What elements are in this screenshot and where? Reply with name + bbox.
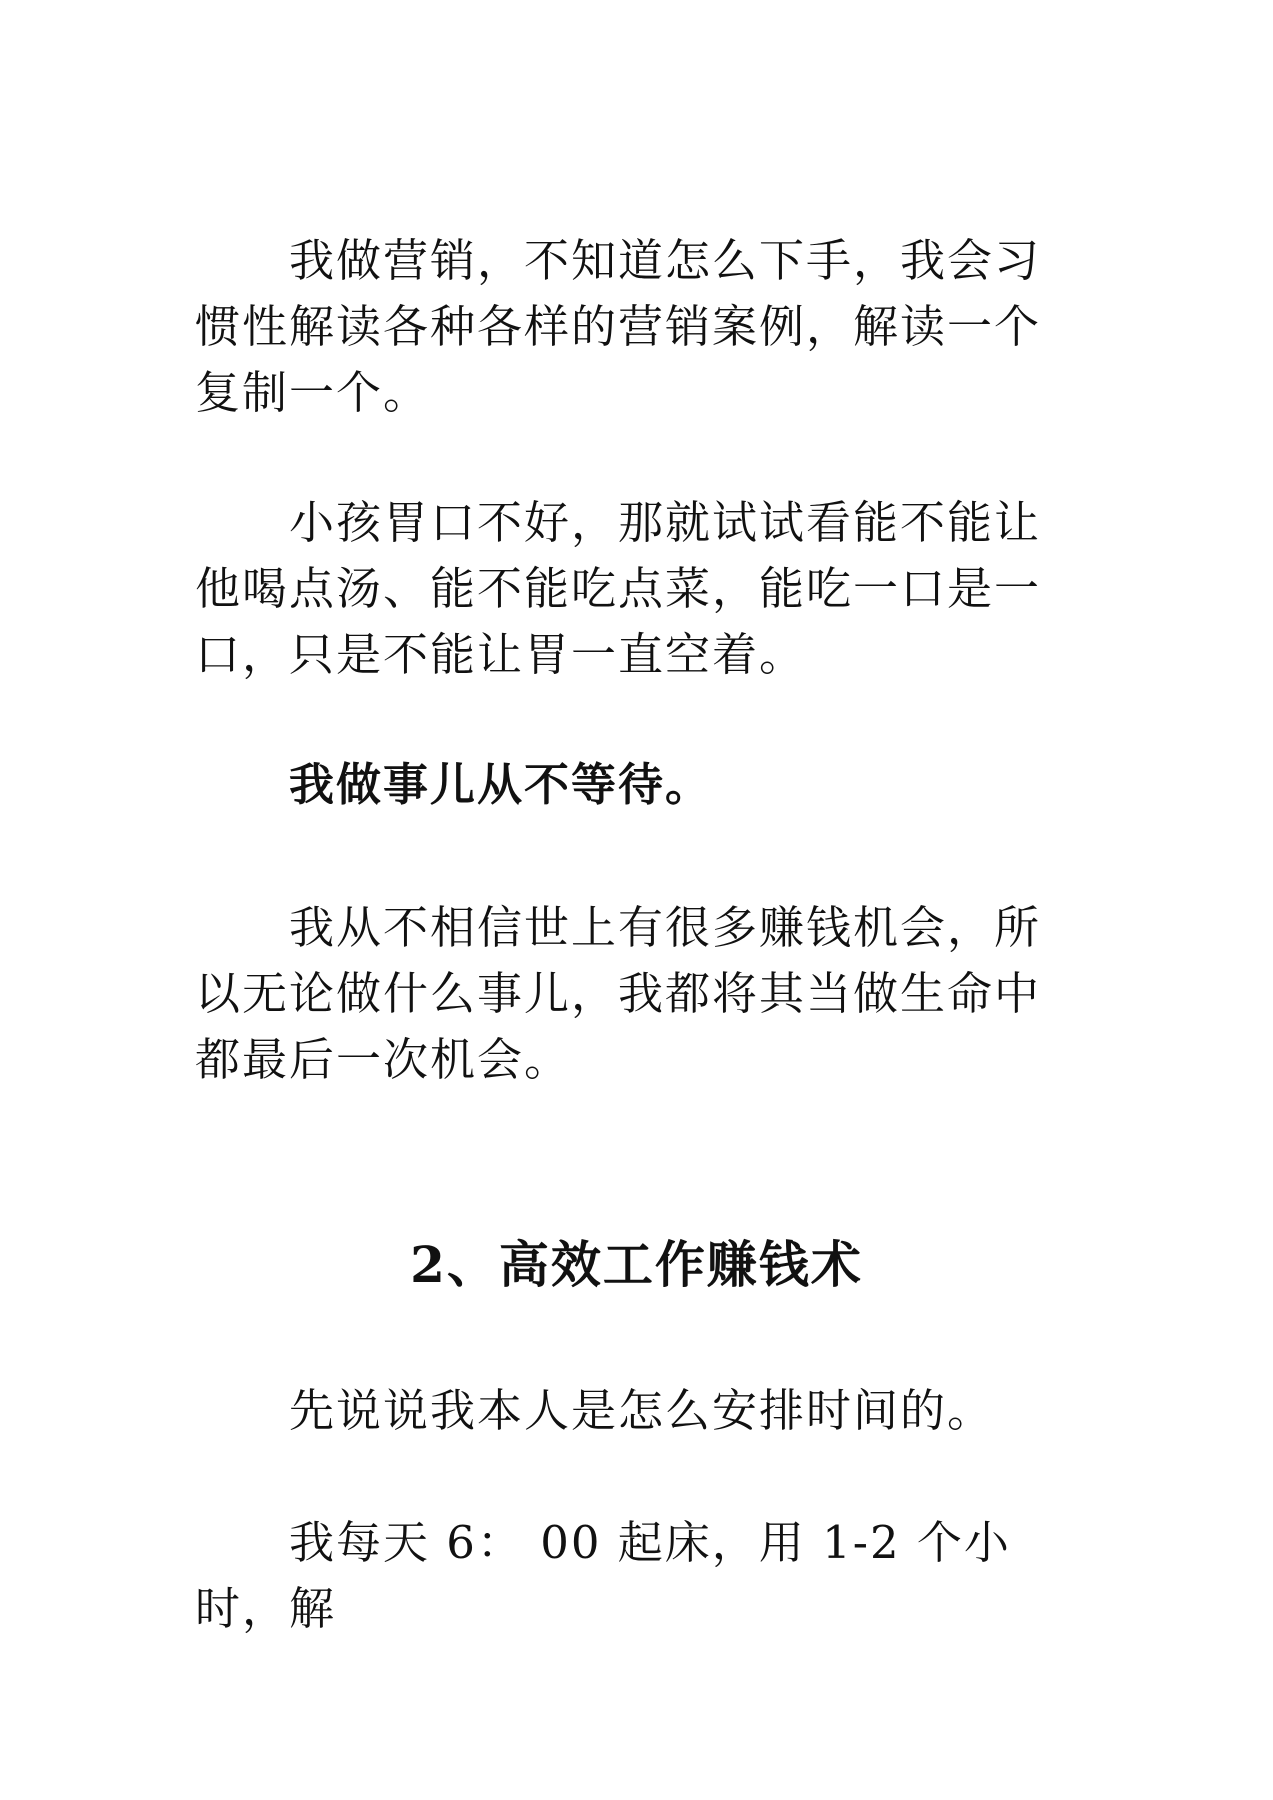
paragraph-marketing: 我做营销，不知道怎么下手，我会习惯性解读各种各样的营销案例，解读一个复制一个。 (195, 234, 1042, 419)
paragraph-time-arrangement: 先说说我本人是怎么安排时间的。 (289, 1384, 995, 1437)
paragraph-daily-schedule: 我每天 6： 00 起床，用 1-2 个小时，解 (195, 1516, 1011, 1635)
paragraph-never-wait: 我做事儿从不等待。 (289, 758, 713, 811)
paragraph-last-chance: 我从不相信世上有很多赚钱机会，所以无论做什么事儿，我都将其当做生命中都最后一次机会。 (195, 901, 1042, 1086)
paragraph-child-appetite: 小孩胃口不好，那就试试看能不能让他喝点汤、能不能吃点菜，能吃一口是一口，只是不能让胃一直空着。 (195, 496, 1042, 681)
section-heading: 2、高效工作赚钱术 (410, 1235, 863, 1294)
